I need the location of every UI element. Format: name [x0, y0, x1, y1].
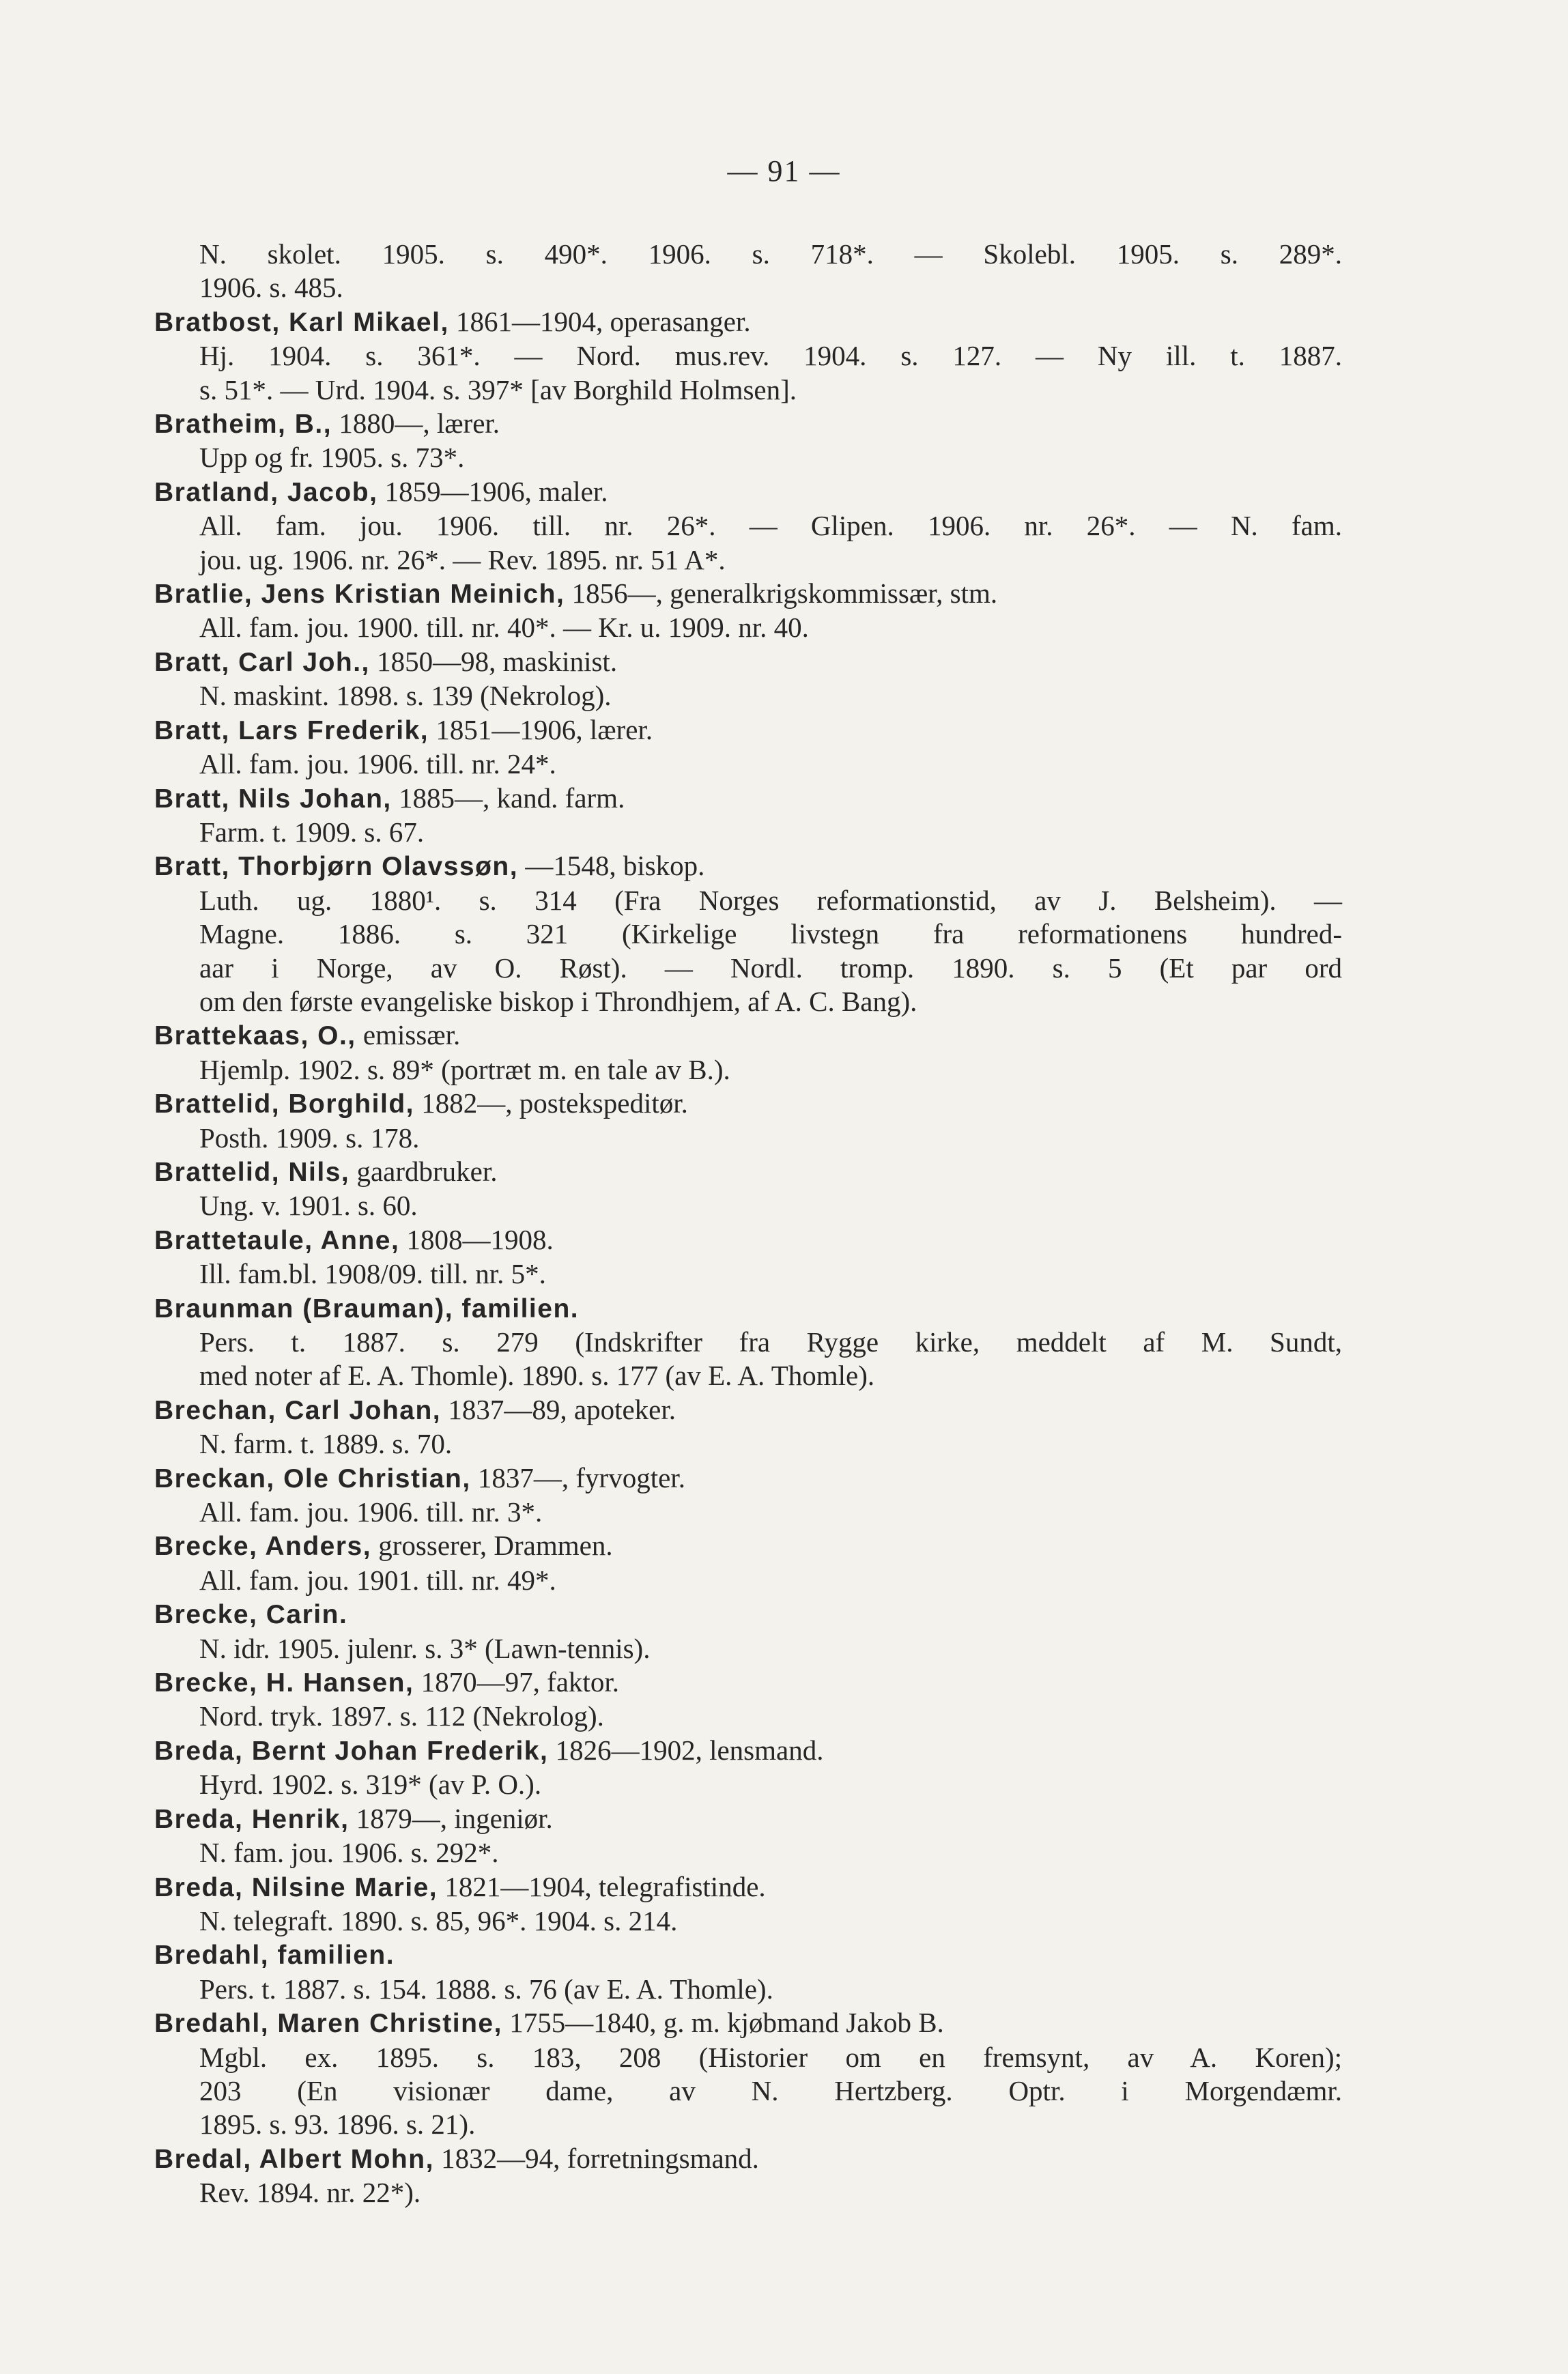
entry-reference-line: s. 51*. — Urd. 1904. s. 397* [av Borghild Holmsen].: [199, 373, 797, 405]
entry-info: 1832—94, forretningsmand.: [433, 2142, 759, 2174]
entry-name: Breda, Bernt Johan Frederik,: [154, 1736, 549, 1766]
entry-heading: [154, 1291, 1342, 1326]
entry-reference-line: Rev. 1894. nr. 22*).: [199, 2177, 421, 2209]
entry-name: Brecke, H. Hansen,: [154, 1668, 414, 1698]
entry-reference-line: Hj. 1904. s. 361*. — Nord. mus.rev. 1904. s. 127. — Ny ill. t. 1887.: [199, 340, 1342, 372]
index-entry: [154, 645, 1342, 713]
index-entry: [154, 2006, 1342, 2142]
index-entry: [154, 407, 1342, 475]
entry-heading: [154, 2006, 1342, 2040]
entry-reference-line: All. fam. jou. 1906. till. nr. 24*.: [199, 748, 556, 780]
entry-name: Bratbost, Karl Mikael,: [154, 307, 449, 337]
entry-reference-line: All. fam. jou. 1901. till. nr. 49*.: [199, 1564, 556, 1596]
index-entry: [154, 713, 1342, 782]
entry-reference-line: 1895. s. 93. 1896. s. 21).: [199, 2108, 476, 2141]
entry-info: 1880—, lærer.: [332, 407, 500, 440]
entry-reference-line: Mgbl. ex. 1895. s. 183, 208 (Historier om en fremsynt, av A. Koren);: [199, 2041, 1342, 2073]
entry-reference-line: Nord. tryk. 1897. s. 112 (Nekrolog).: [199, 1700, 604, 1732]
entry-reference-line: med noter af E. A. Thomle). 1890. s. 177 (av E. A. Thomle).: [199, 1360, 875, 1392]
entry-name: Bratland, Jacob,: [154, 477, 378, 507]
entry-info: grosserer, Drammen.: [371, 1530, 613, 1562]
entry-name: Brattelid, Borghild,: [154, 1089, 414, 1119]
index-entry: [154, 2142, 1342, 2210]
entry-name: Bratt, Nils Johan,: [154, 784, 392, 814]
index-entry: [154, 1870, 1342, 1939]
entry-heading: [154, 713, 1342, 747]
index-entry: [154, 1223, 1342, 1291]
entry-info: —1548, biskop.: [518, 850, 705, 882]
entry-info: 1826—1902, lensmand.: [548, 1734, 824, 1766]
entry-info: 1861—1904, operasanger.: [448, 305, 751, 337]
continuation-line: N. skolet. 1905. s. 490*. 1906. s. 718*. — Skolebl. 1905. s. 289*.: [199, 238, 1342, 270]
continuation-block: [154, 238, 1342, 305]
entry-heading: [154, 1938, 1342, 1972]
entry-name: Bratheim, B.,: [154, 410, 332, 440]
entry-info: 1837—, fyrvogter.: [470, 1461, 685, 1493]
entry-name: Bredahl, Maren Christine,: [154, 2009, 502, 2039]
entry-heading: [154, 305, 1342, 339]
entry-reference-line: aar i Norge, av O. Røst). — Nordl. tromp. 1890. s. 5 (Et par ord: [199, 952, 1342, 984]
entry-reference-line: 203 (En visionær dame, av N. Hertzberg. Optr. i Morgendæmr.: [199, 2074, 1342, 2106]
entry-heading: [154, 849, 1342, 883]
entry-reference-line: Posth. 1909. s. 178.: [199, 1121, 420, 1154]
entry-info: 1879—, ingeniør.: [349, 1802, 553, 1834]
entry-heading: [154, 577, 1342, 611]
entry-info: 1882—, postekspeditør.: [414, 1087, 688, 1119]
entry-reference-line: jou. ug. 1906. nr. 26*. — Rev. 1895. nr. 51 A*.: [199, 543, 726, 575]
index-entry: [154, 782, 1342, 850]
entry-info: 1856—, generalkrigskommissær, stm.: [565, 577, 998, 610]
entry-heading: [154, 1223, 1342, 1257]
entry-heading: [154, 1087, 1342, 1121]
entry-name: Brecke, Carin.: [154, 1600, 348, 1630]
entry-heading: [154, 475, 1342, 509]
entry-name: Breckan, Ole Christian,: [154, 1463, 471, 1493]
entry-name: Braunman (Brauman), familien.: [154, 1293, 580, 1324]
index-entry: [154, 1665, 1342, 1734]
entry-reference-line: N. telegraft. 1890. s. 85, 96*. 1904. s. 214.: [199, 1904, 678, 1936]
entry-reference-line: Pers. t. 1887. s. 154. 1888. s. 76 (av E. A. Thomle).: [199, 1973, 773, 2005]
index-entry: [154, 1529, 1342, 1597]
entry-reference-line: Farm. t. 1909. s. 67.: [199, 816, 425, 848]
entry-heading: [154, 1734, 1342, 1768]
entry-heading: [154, 1393, 1342, 1427]
index-entry: [154, 1461, 1342, 1530]
entry-reference-line: N. fam. jou. 1906. s. 292*.: [199, 1837, 499, 1869]
entry-heading: [154, 1155, 1342, 1189]
entry-name: Breda, Nilsine Marie,: [154, 1872, 438, 1902]
entry-reference-line: Hjemlp. 1902. s. 89* (portræt m. en tale av B.).: [199, 1053, 730, 1085]
entry-reference-line: Pers. t. 1887. s. 279 (Indskrifter fra Rygge kirke, meddelt af M. Sundt,: [199, 1326, 1342, 1358]
entry-reference-line: Hyrd. 1902. s. 319* (av P. O.).: [199, 1769, 542, 1801]
entry-info: 1859—1906, maler.: [377, 475, 608, 507]
index-entry: [154, 305, 1342, 407]
entry-name: Bratlie, Jens Kristian Meinich,: [154, 580, 565, 610]
entry-heading: [154, 1870, 1342, 1904]
entry-reference-line: Magne. 1886. s. 321 (Kirkelige livstegn fra reformationens hundred-: [199, 918, 1342, 950]
entry-heading: [154, 1597, 1342, 1631]
entry-name: Bratt, Lars Frederik,: [154, 715, 429, 745]
entry-heading: [154, 1018, 1342, 1053]
index-entry: [154, 1155, 1342, 1223]
entry-name: Bratt, Thorbjørn Olavssøn,: [154, 852, 519, 882]
index-entries: [154, 238, 1342, 2210]
entry-name: Breda, Henrik,: [154, 1804, 350, 1834]
entry-reference-line: All. fam. jou. 1906. till. nr. 3*.: [199, 1496, 543, 1528]
entry-info: 1885—, kand. farm.: [391, 782, 625, 814]
entry-reference-line: Upp og fr. 1905. s. 73*.: [199, 442, 465, 474]
entry-heading: [154, 2142, 1342, 2176]
entry-heading: [154, 645, 1342, 679]
entry-info: 1837—89, apoteker.: [441, 1393, 676, 1425]
entry-name: Brattelid, Nils,: [154, 1157, 350, 1187]
entry-reference-line: N. farm. t. 1889. s. 70.: [199, 1428, 453, 1460]
entry-info: 1850—98, maskinist.: [369, 645, 618, 677]
entry-info: 1851—1906, lærer.: [429, 713, 653, 745]
page-number: — 91 —: [727, 154, 841, 188]
index-entry: [154, 849, 1342, 1018]
entry-heading: [154, 407, 1342, 441]
index-entry: [154, 1802, 1342, 1870]
entry-reference-line: N. idr. 1905. julenr. s. 3* (Lawn-tennis).: [199, 1632, 651, 1664]
entry-info: 1821—1904, telegrafistinde.: [438, 1870, 766, 1902]
entry-info: 1808—1908.: [399, 1223, 554, 1255]
entry-name: Bredal, Albert Mohn,: [154, 2144, 434, 2174]
entry-reference-line: Ung. v. 1901. s. 60.: [199, 1190, 418, 1222]
entry-info: emissær.: [356, 1019, 461, 1051]
entry-name: Bratt, Carl Joh.,: [154, 647, 370, 677]
entry-heading: [154, 1802, 1342, 1836]
entry-heading: [154, 1529, 1342, 1563]
index-entry: [154, 577, 1342, 645]
index-entry: [154, 1597, 1342, 1665]
entry-heading: [154, 1665, 1342, 1700]
index-entry: [154, 1087, 1342, 1155]
entry-name: Bredahl, familien.: [154, 1941, 395, 1971]
index-entry: [154, 475, 1342, 577]
entry-info: 1755—1840, g. m. kjøbmand Jakob B.: [502, 2007, 944, 2039]
entry-name: Brechan, Carl Johan,: [154, 1395, 442, 1425]
entry-name: Brattetaule, Anne,: [154, 1225, 400, 1255]
index-entry: [154, 1291, 1342, 1393]
entry-reference-line: All. fam. jou. 1906. till. nr. 26*. — Glipen. 1906. nr. 26*. — N. fam.: [199, 510, 1342, 542]
entry-info: gaardbruker.: [350, 1155, 498, 1187]
entry-heading: [154, 1461, 1342, 1496]
entry-heading: [154, 782, 1342, 816]
index-entry: [154, 1393, 1342, 1461]
entry-reference-line: om den første evangeliske biskop i Throndhjem, af A. C. Bang).: [199, 985, 917, 1017]
index-entry: [154, 1734, 1342, 1802]
continuation-line: 1906. s. 485.: [199, 272, 343, 304]
entry-info: 1870—97, faktor.: [414, 1666, 619, 1698]
entry-reference-line: N. maskint. 1898. s. 139 (Nekrolog).: [199, 680, 612, 712]
index-entry: [154, 1938, 1342, 2006]
entry-reference-line: Luth. ug. 1880¹. s. 314 (Fra Norges reformationstid, av J. Belsheim). —: [199, 884, 1342, 916]
entry-name: Brecke, Anders,: [154, 1532, 372, 1562]
entry-reference-line: Ill. fam.bl. 1908/09. till. nr. 5*.: [199, 1258, 546, 1290]
index-entry: [154, 1018, 1342, 1087]
entry-name: Brattekaas, O.,: [154, 1021, 356, 1051]
entry-reference-line: All. fam. jou. 1900. till. nr. 40*. — Kr. u. 1909. nr. 40.: [199, 612, 809, 644]
